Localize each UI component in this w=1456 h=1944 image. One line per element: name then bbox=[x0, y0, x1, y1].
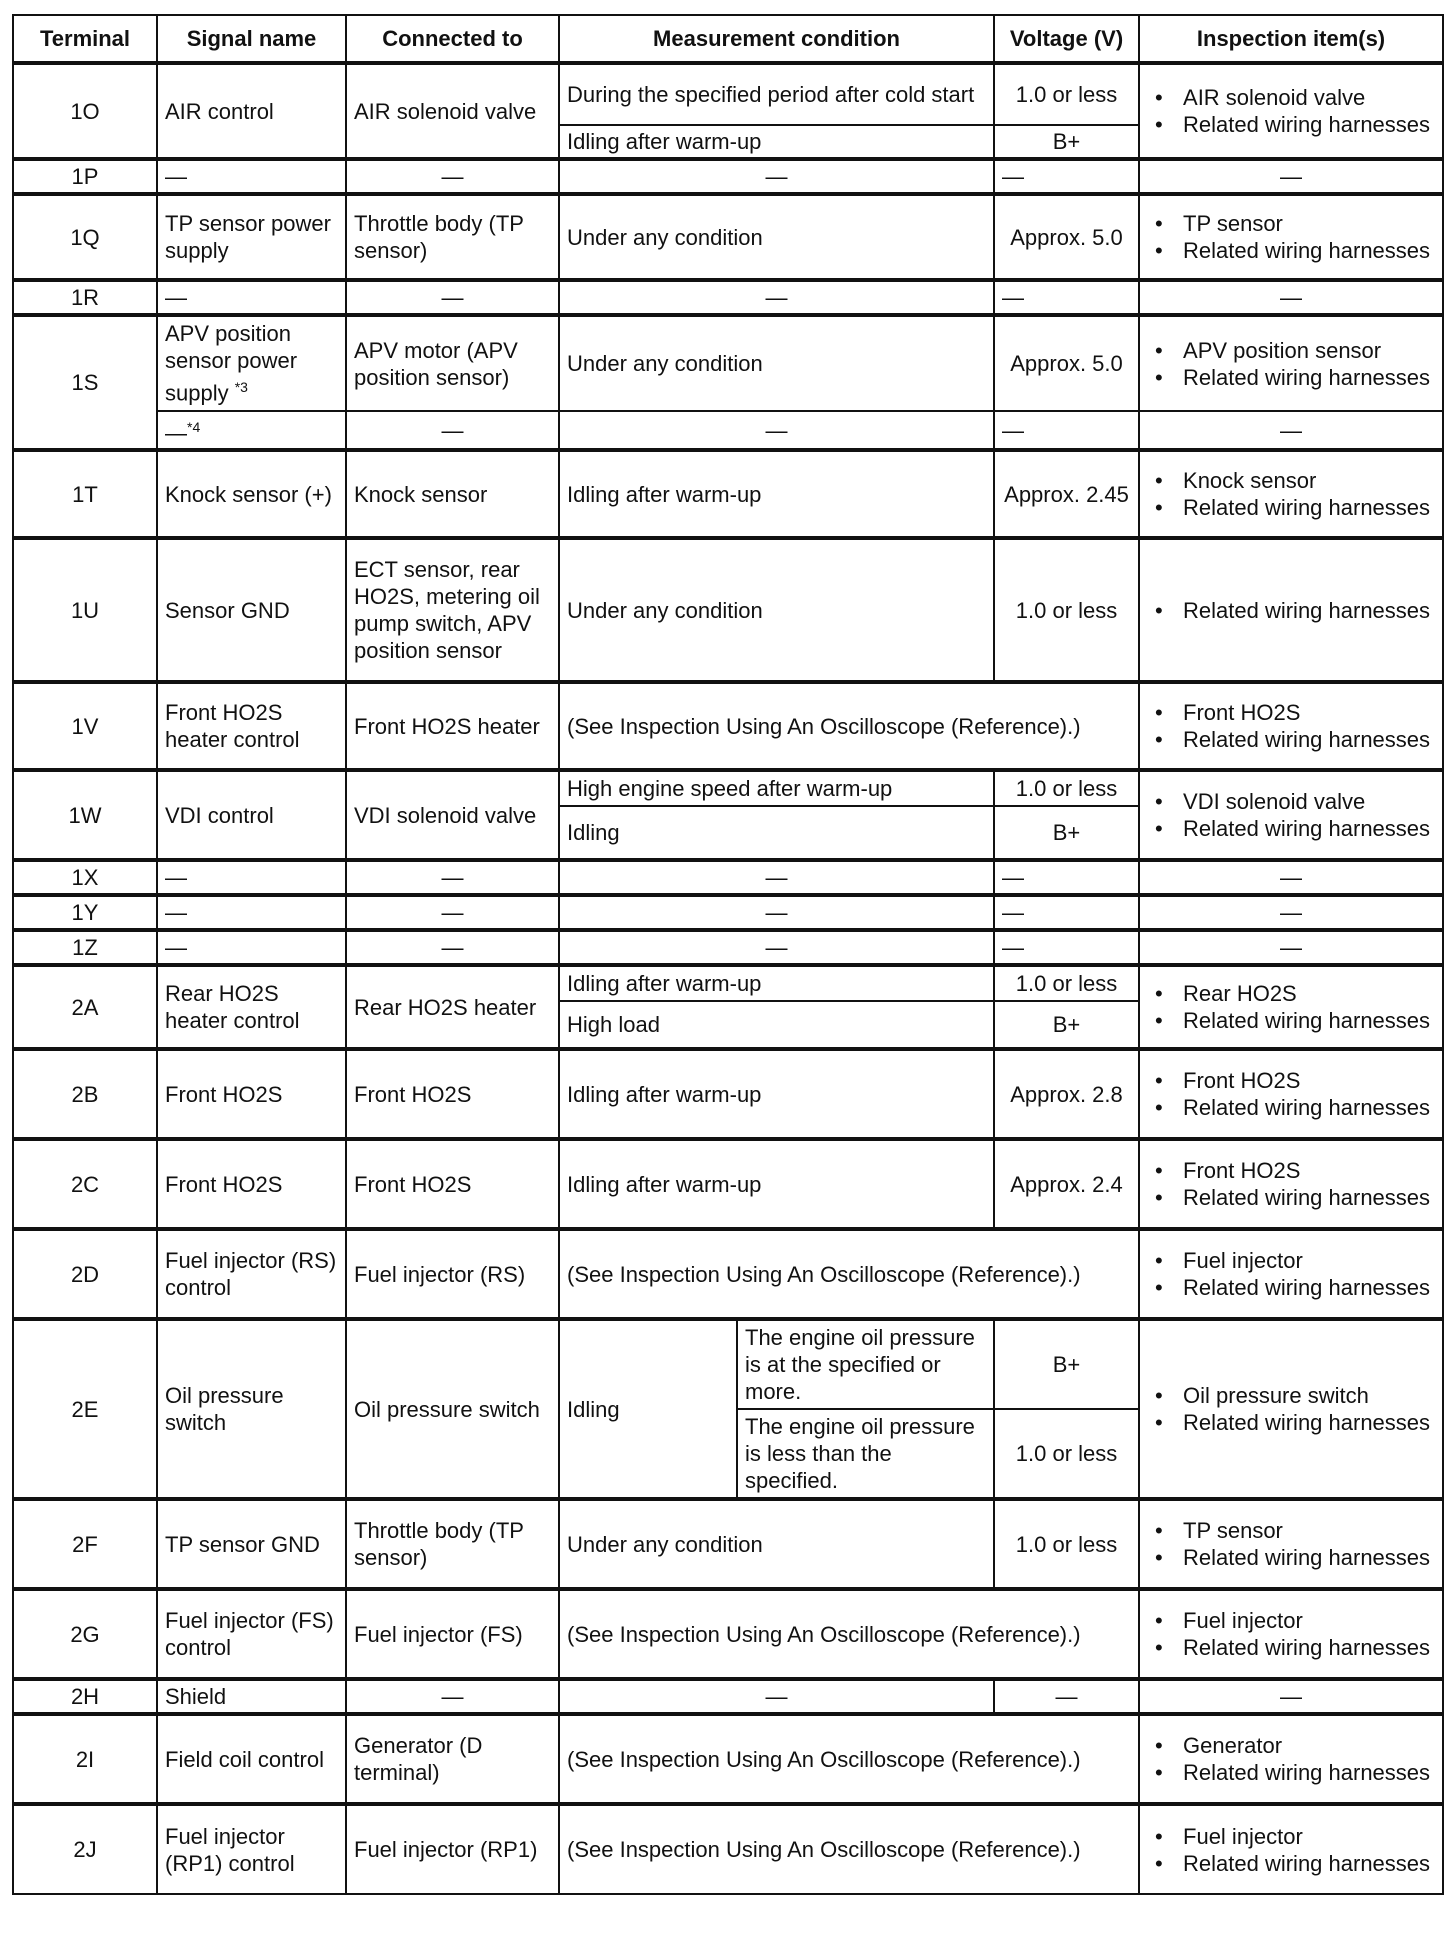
inspection-item: • Front HO2S bbox=[1147, 699, 1435, 726]
terminal-cell: 2F bbox=[13, 1499, 157, 1589]
signal-cell: Fuel injector (FS) control bbox=[157, 1589, 346, 1679]
voltage-cell: Approx. 2.4 bbox=[994, 1139, 1139, 1229]
table-row-2B bbox=[13, 1049, 1443, 1139]
inspection-item: • TP sensor bbox=[1147, 210, 1435, 237]
connected-cell: Fuel injector (RP1) bbox=[346, 1804, 559, 1894]
table-row-1T bbox=[13, 450, 1443, 538]
connected-cell: Front HO2S bbox=[346, 1049, 559, 1139]
inspection-item: • Related wiring harnesses bbox=[1147, 111, 1435, 138]
signal-cell: Rear HO2S heater control bbox=[157, 965, 346, 1049]
footnote-ref: *4 bbox=[187, 419, 201, 435]
header-measurement-condition: Measurement condition bbox=[559, 15, 994, 63]
inspection-item: • Rear HO2S bbox=[1147, 980, 1435, 1007]
connected-cell: — bbox=[346, 159, 559, 194]
voltage-cell: — bbox=[994, 1679, 1139, 1714]
inspection-cell bbox=[1139, 1049, 1443, 1139]
connected-cell: ECT sensor, rear HO2S, metering oil pump switch, APV position sensor bbox=[346, 538, 559, 682]
header-connected-to: Connected to bbox=[346, 15, 559, 63]
signal-cell: — bbox=[157, 895, 346, 930]
connected-cell: Throttle body (TP sensor) bbox=[346, 194, 559, 280]
connected-cell: — bbox=[346, 860, 559, 895]
table-row-1U bbox=[13, 538, 1443, 682]
condition-cell: (See Inspection Using An Oscilloscope (Reference).) bbox=[559, 1589, 1139, 1679]
connected-cell: Fuel injector (FS) bbox=[346, 1589, 559, 1679]
connected-cell: — bbox=[346, 411, 559, 450]
inspection-cell bbox=[1139, 965, 1443, 1049]
voltage-cell: — bbox=[994, 860, 1139, 895]
inspection-cell bbox=[1139, 1804, 1443, 1894]
terminal-cell: 1T bbox=[13, 450, 157, 538]
inspection-cell: — bbox=[1139, 860, 1443, 895]
inspection-cell bbox=[1139, 1499, 1443, 1589]
terminal-cell: 2C bbox=[13, 1139, 157, 1229]
terminal-cell: 1X bbox=[13, 860, 157, 895]
condition-cell: (See Inspection Using An Oscilloscope (Reference).) bbox=[559, 682, 1139, 770]
voltage-cell: — bbox=[994, 895, 1139, 930]
voltage-cell: B+ bbox=[994, 1001, 1139, 1049]
signal-text: APV position sensor power supply bbox=[165, 321, 298, 406]
table-row-2G bbox=[13, 1589, 1443, 1679]
condition-cell: Under any condition bbox=[559, 1499, 994, 1589]
voltage-cell: — bbox=[994, 159, 1139, 194]
inspection-item: • VDI solenoid valve bbox=[1147, 788, 1435, 815]
terminal-cell: 2H bbox=[13, 1679, 157, 1714]
table-row-2J bbox=[13, 1804, 1443, 1894]
inspection-item: • Fuel injector bbox=[1147, 1607, 1435, 1634]
signal-cell: AIR control bbox=[157, 63, 346, 159]
inspection-cell bbox=[1139, 1714, 1443, 1804]
inspection-cell: — bbox=[1139, 895, 1443, 930]
connected-cell: APV motor (APV position sensor) bbox=[346, 315, 559, 411]
signal-cell: Front HO2S heater control bbox=[157, 682, 346, 770]
connected-cell: VDI solenoid valve bbox=[346, 770, 559, 860]
inspection-cell bbox=[1139, 682, 1443, 770]
connected-cell: AIR solenoid valve bbox=[346, 63, 559, 159]
terminal-cell: 2I bbox=[13, 1714, 157, 1804]
terminal-cell: 2J bbox=[13, 1804, 157, 1894]
signal-cell: Knock sensor (+) bbox=[157, 450, 346, 538]
signal-cell: VDI control bbox=[157, 770, 346, 860]
inspection-item: • Front HO2S bbox=[1147, 1157, 1435, 1184]
inspection-item: • Related wiring harnesses bbox=[1147, 1007, 1435, 1034]
condition-cell: — bbox=[559, 411, 994, 450]
signal-cell: TP sensor GND bbox=[157, 1499, 346, 1589]
condition-cell: (See Inspection Using An Oscilloscope (Reference).) bbox=[559, 1229, 1139, 1319]
signal-cell: Sensor GND bbox=[157, 538, 346, 682]
inspection-item: • Oil pressure switch bbox=[1147, 1382, 1435, 1409]
terminal-cell: 1P bbox=[13, 159, 157, 194]
connected-cell: — bbox=[346, 280, 559, 315]
signal-cell: Front HO2S bbox=[157, 1049, 346, 1139]
terminal-cell: 1R bbox=[13, 280, 157, 315]
condition-cell: — bbox=[559, 1679, 994, 1714]
inspection-cell: — bbox=[1139, 411, 1443, 450]
condition-cell: — bbox=[559, 895, 994, 930]
inspection-item: • Related wiring harnesses bbox=[1147, 1544, 1435, 1571]
voltage-cell: 1.0 or less bbox=[994, 1409, 1139, 1499]
condition-cell: During the specified period after cold start bbox=[559, 63, 994, 125]
condition-cell: Under any condition bbox=[559, 194, 994, 280]
terminal-cell: 2A bbox=[13, 965, 157, 1049]
connected-cell: — bbox=[346, 930, 559, 965]
voltage-cell: 1.0 or less bbox=[994, 965, 1139, 1001]
inspection-cell bbox=[1139, 315, 1443, 411]
inspection-item: • Related wiring harnesses bbox=[1147, 237, 1435, 264]
signal-cell: Fuel injector (RS) control bbox=[157, 1229, 346, 1319]
signal-cell: — bbox=[157, 280, 346, 315]
inspection-cell bbox=[1139, 770, 1443, 860]
condition-cell: Idling after warm-up bbox=[559, 450, 994, 538]
connected-cell: Front HO2S heater bbox=[346, 682, 559, 770]
inspection-item: • TP sensor bbox=[1147, 1517, 1435, 1544]
terminal-cell: 2E bbox=[13, 1319, 157, 1499]
voltage-cell: 1.0 or less bbox=[994, 1499, 1139, 1589]
voltage-cell: Approx. 2.8 bbox=[994, 1049, 1139, 1139]
connected-cell: — bbox=[346, 1679, 559, 1714]
connected-cell: Knock sensor bbox=[346, 450, 559, 538]
terminal-cell: 1Z bbox=[13, 930, 157, 965]
terminal-cell: 1W bbox=[13, 770, 157, 860]
condition-cell: — bbox=[559, 280, 994, 315]
inspection-cell bbox=[1139, 194, 1443, 280]
terminal-cell: 1O bbox=[13, 63, 157, 159]
inspection-item: • Related wiring harnesses bbox=[1147, 1094, 1435, 1121]
voltage-cell: Approx. 5.0 bbox=[994, 194, 1139, 280]
table-subrow-1S bbox=[13, 411, 1443, 450]
condition-cell: (See Inspection Using An Oscilloscope (Reference).) bbox=[559, 1714, 1139, 1804]
signal-text: — bbox=[165, 420, 187, 446]
inspection-item: • Related wiring harnesses bbox=[1147, 494, 1435, 521]
inspection-item: • Related wiring harnesses bbox=[1147, 1634, 1435, 1661]
condition-cell: Under any condition bbox=[559, 315, 994, 411]
voltage-cell: B+ bbox=[994, 806, 1139, 860]
condition-cell: — bbox=[559, 860, 994, 895]
header-voltage: Voltage (V) bbox=[994, 15, 1139, 63]
signal-cell: Field coil control bbox=[157, 1714, 346, 1804]
signal-cell: Oil pressure switch bbox=[157, 1319, 346, 1499]
inspection-item: • Related wiring harnesses bbox=[1147, 1184, 1435, 1211]
condition-cell: Under any condition bbox=[559, 538, 994, 682]
connected-cell: Oil pressure switch bbox=[346, 1319, 559, 1499]
table-row-2D bbox=[13, 1229, 1443, 1319]
header-row bbox=[13, 15, 1443, 63]
condition-cell: The engine oil pressure is less than the specified. bbox=[737, 1409, 994, 1499]
table-row-2I bbox=[13, 1714, 1443, 1804]
table-row-1W bbox=[13, 770, 1443, 806]
header-inspection-items: Inspection item(s) bbox=[1139, 15, 1443, 63]
inspection-cell bbox=[1139, 1589, 1443, 1679]
inspection-item: • Related wiring harnesses bbox=[1147, 815, 1435, 842]
connected-cell: Fuel injector (RS) bbox=[346, 1229, 559, 1319]
inspection-item: • Related wiring harnesses bbox=[1147, 364, 1435, 391]
table-row-2F bbox=[13, 1499, 1443, 1589]
signal-cell: Fuel injector (RP1) control bbox=[157, 1804, 346, 1894]
connected-cell: Generator (D terminal) bbox=[346, 1714, 559, 1804]
voltage-cell: 1.0 or less bbox=[994, 770, 1139, 806]
inspection-cell: — bbox=[1139, 930, 1443, 965]
table-row-2A bbox=[13, 965, 1443, 1001]
table-row-2E bbox=[13, 1319, 1443, 1409]
condition-cell: Idling bbox=[559, 806, 994, 860]
table-row-2H bbox=[13, 1679, 1443, 1714]
voltage-cell: — bbox=[994, 930, 1139, 965]
condition-cell: (See Inspection Using An Oscilloscope (Reference).) bbox=[559, 1804, 1139, 1894]
voltage-cell: — bbox=[994, 280, 1139, 315]
header-terminal: Terminal bbox=[13, 15, 157, 63]
inspection-cell bbox=[1139, 1319, 1443, 1499]
terminal-cell: 2B bbox=[13, 1049, 157, 1139]
condition-cell: — bbox=[559, 159, 994, 194]
inspection-item: • Related wiring harnesses bbox=[1147, 1759, 1435, 1786]
voltage-cell: Approx. 2.45 bbox=[994, 450, 1139, 538]
inspection-item: • Fuel injector bbox=[1147, 1247, 1435, 1274]
terminal-cell: 1S bbox=[13, 315, 157, 450]
signal-cell: — bbox=[157, 159, 346, 194]
condition-cell: The engine oil pressure is at the specified or more. bbox=[737, 1319, 994, 1409]
inspection-cell: — bbox=[1139, 280, 1443, 315]
inspection-cell bbox=[1139, 1229, 1443, 1319]
inspection-cell bbox=[1139, 538, 1443, 682]
footnote-ref: *3 bbox=[234, 379, 248, 396]
table-row-1P bbox=[13, 159, 1443, 194]
signal-cell: Front HO2S bbox=[157, 1139, 346, 1229]
signal-cell bbox=[157, 411, 346, 450]
terminal-cell: 1Y bbox=[13, 895, 157, 930]
table-row-2C bbox=[13, 1139, 1443, 1229]
signal-cell: Shield bbox=[157, 1679, 346, 1714]
voltage-cell: — bbox=[994, 411, 1139, 450]
signal-cell: — bbox=[157, 860, 346, 895]
condition-cell: Idling after warm-up bbox=[559, 1139, 994, 1229]
voltage-cell: 1.0 or less bbox=[994, 538, 1139, 682]
terminal-voltage-table bbox=[12, 14, 1444, 1895]
terminal-cell: 2G bbox=[13, 1589, 157, 1679]
condition-cell: Idling after warm-up bbox=[559, 1049, 994, 1139]
table-row-1Z bbox=[13, 930, 1443, 965]
inspection-item: • Front HO2S bbox=[1147, 1067, 1435, 1094]
inspection-cell bbox=[1139, 1139, 1443, 1229]
terminal-cell: 1Q bbox=[13, 194, 157, 280]
condition-cell: — bbox=[559, 930, 994, 965]
voltage-cell: Approx. 5.0 bbox=[994, 315, 1139, 411]
table-row-1X bbox=[13, 860, 1443, 895]
inspection-cell: — bbox=[1139, 159, 1443, 194]
terminal-cell: 2D bbox=[13, 1229, 157, 1319]
inspection-item: • Related wiring harnesses bbox=[1147, 1409, 1435, 1436]
condition-cell: High engine speed after warm-up bbox=[559, 770, 994, 806]
table-row-1V bbox=[13, 682, 1443, 770]
table-row-1Y bbox=[13, 895, 1443, 930]
inspection-item: • Related wiring harnesses bbox=[1147, 1850, 1435, 1877]
header-signal-name: Signal name bbox=[157, 15, 346, 63]
signal-cell: TP sensor power supply bbox=[157, 194, 346, 280]
connected-cell: — bbox=[346, 895, 559, 930]
condition-cell: High load bbox=[559, 1001, 994, 1049]
signal-cell bbox=[157, 315, 346, 411]
table-row-1S bbox=[13, 315, 1443, 411]
inspection-item: • Knock sensor bbox=[1147, 467, 1435, 494]
signal-cell: — bbox=[157, 930, 346, 965]
connected-cell: Front HO2S bbox=[346, 1139, 559, 1229]
condition-main-cell: Idling bbox=[559, 1319, 737, 1499]
terminal-cell: 1U bbox=[13, 538, 157, 682]
inspection-cell bbox=[1139, 450, 1443, 538]
inspection-item: • Related wiring harnesses bbox=[1147, 1274, 1435, 1301]
table-row-1R bbox=[13, 280, 1443, 315]
connected-cell: Rear HO2S heater bbox=[346, 965, 559, 1049]
inspection-item: • Related wiring harnesses bbox=[1147, 597, 1435, 624]
table-row-1Q bbox=[13, 194, 1443, 280]
inspection-item: • Fuel injector bbox=[1147, 1823, 1435, 1850]
connected-cell: Throttle body (TP sensor) bbox=[346, 1499, 559, 1589]
inspection-cell: — bbox=[1139, 1679, 1443, 1714]
condition-cell: Idling after warm-up bbox=[559, 965, 994, 1001]
inspection-cell bbox=[1139, 63, 1443, 159]
voltage-cell: B+ bbox=[994, 1319, 1139, 1409]
inspection-item: • Generator bbox=[1147, 1732, 1435, 1759]
condition-cell: Idling after warm-up bbox=[559, 125, 994, 159]
voltage-cell: 1.0 or less bbox=[994, 63, 1139, 125]
terminal-cell: 1V bbox=[13, 682, 157, 770]
inspection-item: • APV position sensor bbox=[1147, 337, 1435, 364]
inspection-item: • Related wiring harnesses bbox=[1147, 726, 1435, 753]
inspection-item: • AIR solenoid valve bbox=[1147, 84, 1435, 111]
table-row-1O bbox=[13, 63, 1443, 125]
voltage-cell: B+ bbox=[994, 125, 1139, 159]
